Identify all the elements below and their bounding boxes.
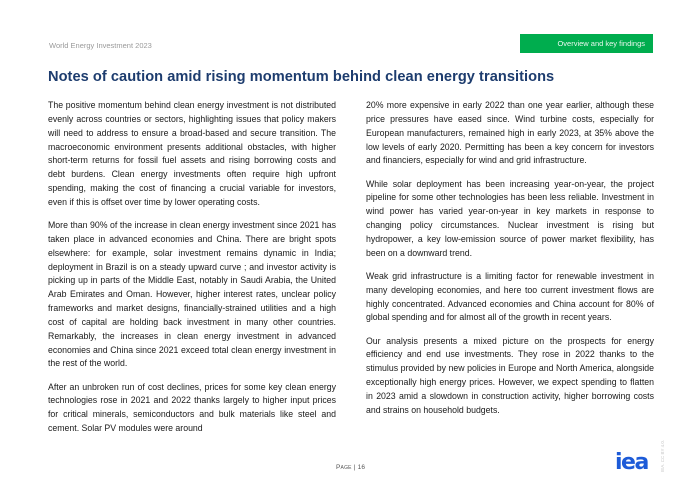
- paragraph: Our analysis presents a mixed picture on the prospects for energy efficiency and end use investments. They rose in 2022 thanks to the stimulus provided by new policies in Europe and North America, alongside exceptionally high energy prices. However, we expect spending to flatten in 2023 amid a slowdown in construction activity, higher borrowing costs and strains on household budgets.: [366, 335, 654, 415]
- right-column: [366, 99, 654, 427]
- paragraph: After an unbroken run of cost declines, prices for some key clean energy technologies rose in 2021 and 2022 thanks largely to higher input prices for critical minerals, semiconductors and bulk materials like steel and cement. Solar PV modules were around: [48, 381, 336, 434]
- report-title: World Energy Investment 2023: [49, 41, 152, 50]
- paragraph: While solar deployment has been increasing year-on-year, the project pipeline for some other technologies has been less reliable. Investment in wind power has varied year-on-year in key markets in response to changing policy circumstances. Nuclear investment is rising but hydropower, a key low-emission source of power market flexibility, has been on a downward trend.: [366, 178, 654, 258]
- paragraph: The positive momentum behind clean energy investment is not distributed evenly across countries or sectors, highlighting issues that policy makers will need to address to ensure a broad-based and secure transition. The macroeconomic environment presents additional obstacles, with higher short-term returns for fossil fuel assets and rising borrowing costs and debt burdens. Clean energy investments often require high upfront spending, making the cost of financing a crucial variable for investors, even if this is offset over time by lower operating costs.: [48, 100, 336, 207]
- license-text: IEA. CC BY 4.0.: [660, 439, 665, 472]
- page-number: Page | 16: [336, 464, 366, 471]
- paragraph: More than 90% of the increase in clean energy investment since 2021 has taken place in advanced economies and China. There are bright spots elsewhere: for example, solar investment remains dynamic in India; deployment in Brazil is on a steady upward curve ; and investor activity is picking up in parts of the Middle East, notably in Saudi Arabia, the United Arab Emirates and Oman. However, higher interest rates, unclear policy frameworks and market designs, financially-strained utilities and a high cost of capital are holding back investment in many other countries. Remarkably, the increases in clean energy investment in advanced economies and China since 2021 exceed total clean energy investment in the rest of the world.: [48, 220, 336, 369]
- left-column: [48, 99, 336, 445]
- section-tab-label: Overview and key findings: [557, 39, 645, 48]
- iea-logo: iea: [615, 450, 648, 475]
- paragraph: Weak grid infrastructure is a limiting factor for renewable investment in many developing economies, and here too current investment flows are highly concentrated. Advanced economies and China account for 80% of global spending and for almost all of the growth in recent years.: [366, 270, 654, 323]
- section-tab[interactable]: [520, 34, 653, 53]
- page-title: Notes of caution amid rising momentum behind clean energy transitions: [48, 69, 555, 85]
- paragraph: 20% more expensive in early 2022 than one year earlier, although these price pressures have eased since. Wind turbine costs, especially for European manufacturers, remained high in early 2023, at 35% above the low levels of early 2020. Permitting has been a key concern for investors and financiers, especially for wind and grid infrastructure.: [366, 100, 654, 166]
